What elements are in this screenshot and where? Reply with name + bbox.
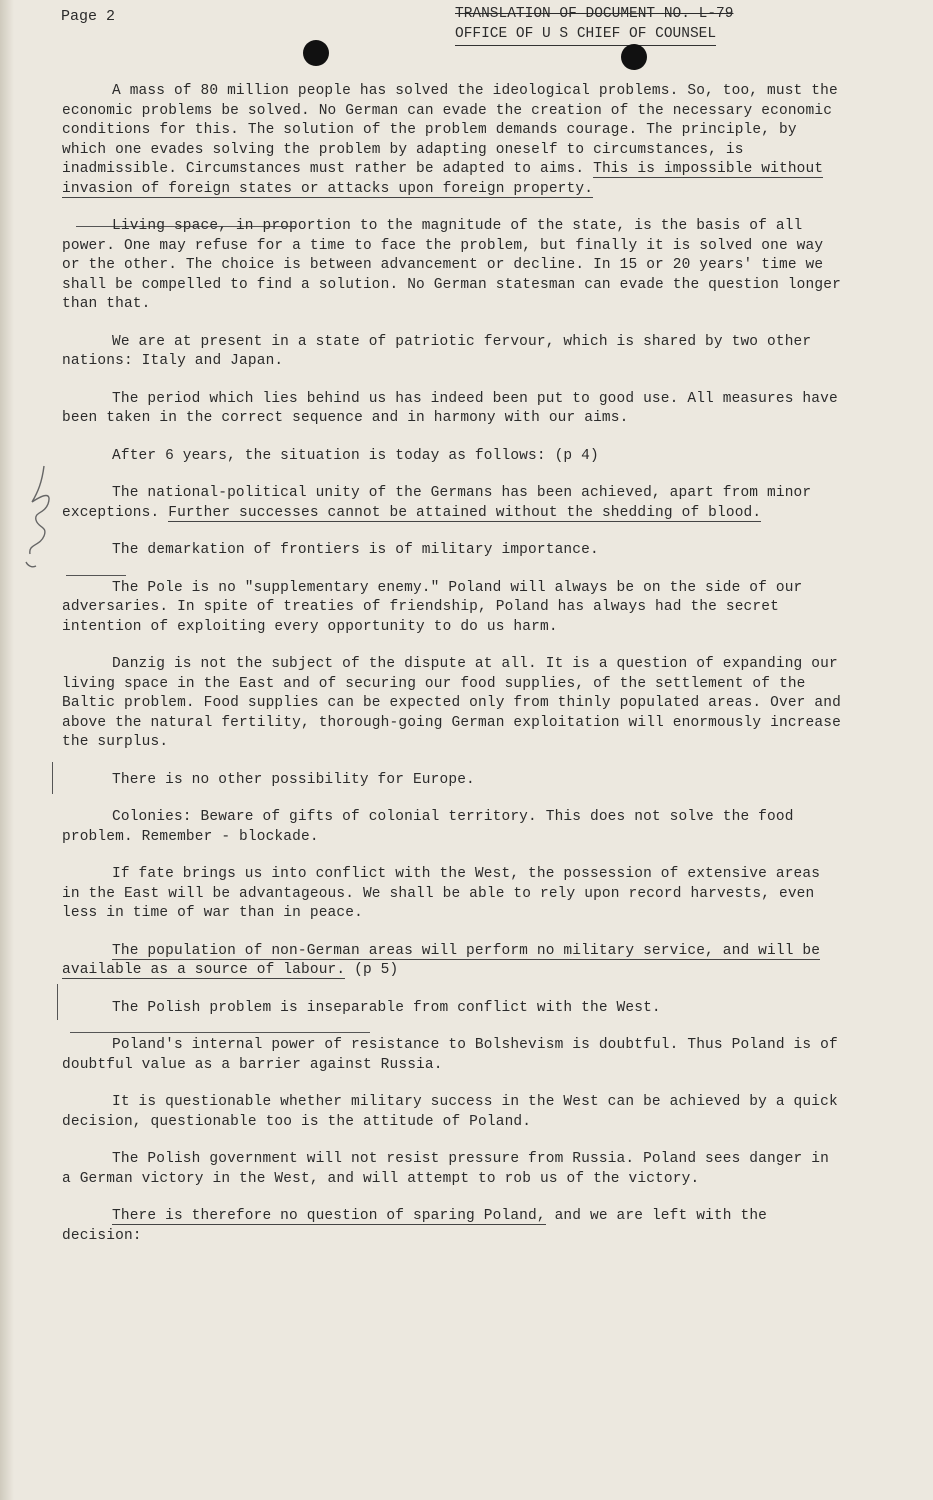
paragraph: The Polish government will not resist pressure from Russia. Poland sees danger in a German victory in the West, and will attempt to rob us of the victory. bbox=[62, 1151, 829, 1187]
header-line-2: OFFICE OF U S CHIEF OF COUNSEL bbox=[455, 24, 716, 46]
paragraph: Poland's internal power of resistance to Bolshevism is doubtful. Thus Poland is of doubtful value as a barrier against Russia. bbox=[62, 1037, 838, 1073]
paragraph: We are at present in a state of patriotic fervour, which is shared by two other nations: Italy and Japan. bbox=[62, 333, 812, 369]
punch-hole-right bbox=[621, 44, 647, 70]
paragraph: There is therefore no question of sparing Poland, and we are left with the decision: bbox=[62, 1208, 768, 1244]
paragraph: The demarkation of frontiers is of military importance. bbox=[112, 542, 599, 558]
paragraph: The Polish problem is inseparable from conflict with the West. bbox=[112, 999, 661, 1016]
paragraph: Living space, in proportion to the magnitude of the state, is the basis of all power. One may refuse for a time to face the problem, but finally it is solved one way or the other. The choice is between advancement or decline. In 15 or 20 years' time we shall be compelled to find a solution. No German statesman can evade the question longer than that. bbox=[62, 218, 841, 312]
document-header bbox=[455, 4, 733, 46]
paragraph: Colonies: Beware of gifts of colonial territory. This does not solve the food problem. Remember - blockade. bbox=[62, 809, 794, 845]
paragraph: Danzig is not the subject of the dispute at all. It is a question of expanding our living space in the East and of securing our food supplies, of the settlement of the Baltic problem. Food supplies can be expected only from thinly populated areas. Over and above the natural fertility, thorough-going German exploitation will enormously increase the surplus. bbox=[62, 656, 841, 750]
paragraph: If fate brings us into conflict with the West, the possession of extensive areas in the East will be advantageous. We shall be able to rely upon record harvests, even less in time of war than in peace. bbox=[62, 866, 821, 921]
paragraph: The national-political unity of the Germans has been achieved, apart from minor exceptions. Further successes cannot be attained without the shedding of blood. bbox=[62, 485, 812, 521]
punch-hole-left bbox=[303, 40, 329, 66]
paragraph: After 6 years, the situation is today as follows: (p 4) bbox=[112, 447, 599, 464]
document-body bbox=[62, 82, 842, 1264]
page-edge-shadow bbox=[0, 0, 14, 1500]
paragraph: The period which lies behind us has indeed been put to good use. All measures have been taken in the correct sequence and in harmony with our aims. bbox=[62, 390, 838, 426]
paragraph: The population of non-German areas will perform no military service, and will be available as a source of labour. (p 5) bbox=[62, 942, 821, 978]
paragraph: There is no other possibility for Europe. bbox=[112, 771, 475, 788]
paragraph: It is questionable whether military success in the West can be achieved by a quick decision, questionable too is the attitude of Poland. bbox=[62, 1094, 838, 1130]
margin-bracket-1 bbox=[52, 762, 59, 794]
paragraph: A mass of 80 million people has solved the ideological problems. So, too, must the economic problems be solved. No German can evade the creation of the necessary economic conditions for this. The solution of the problem demands courage. The principle, by which one evades solving the problem by adapting oneself to circumstances, is inadmissible. Circumstances must rather be adapted to aims. This is impossible without invasion of foreign states or attacks upon foreign property. bbox=[62, 83, 838, 197]
handwritten-margin-note bbox=[14, 462, 62, 572]
header-line-1: TRANSLATION OF DOCUMENT NO. L-79 bbox=[455, 6, 734, 22]
paragraph: The Pole is no "supplementary enemy." Poland will always be on the side of our adversaries. In spite of treaties of friendship, Poland has always had the secret intention of exploiting every opportunity to do us harm. bbox=[62, 579, 803, 635]
page-number: Page 2 bbox=[61, 8, 116, 25]
